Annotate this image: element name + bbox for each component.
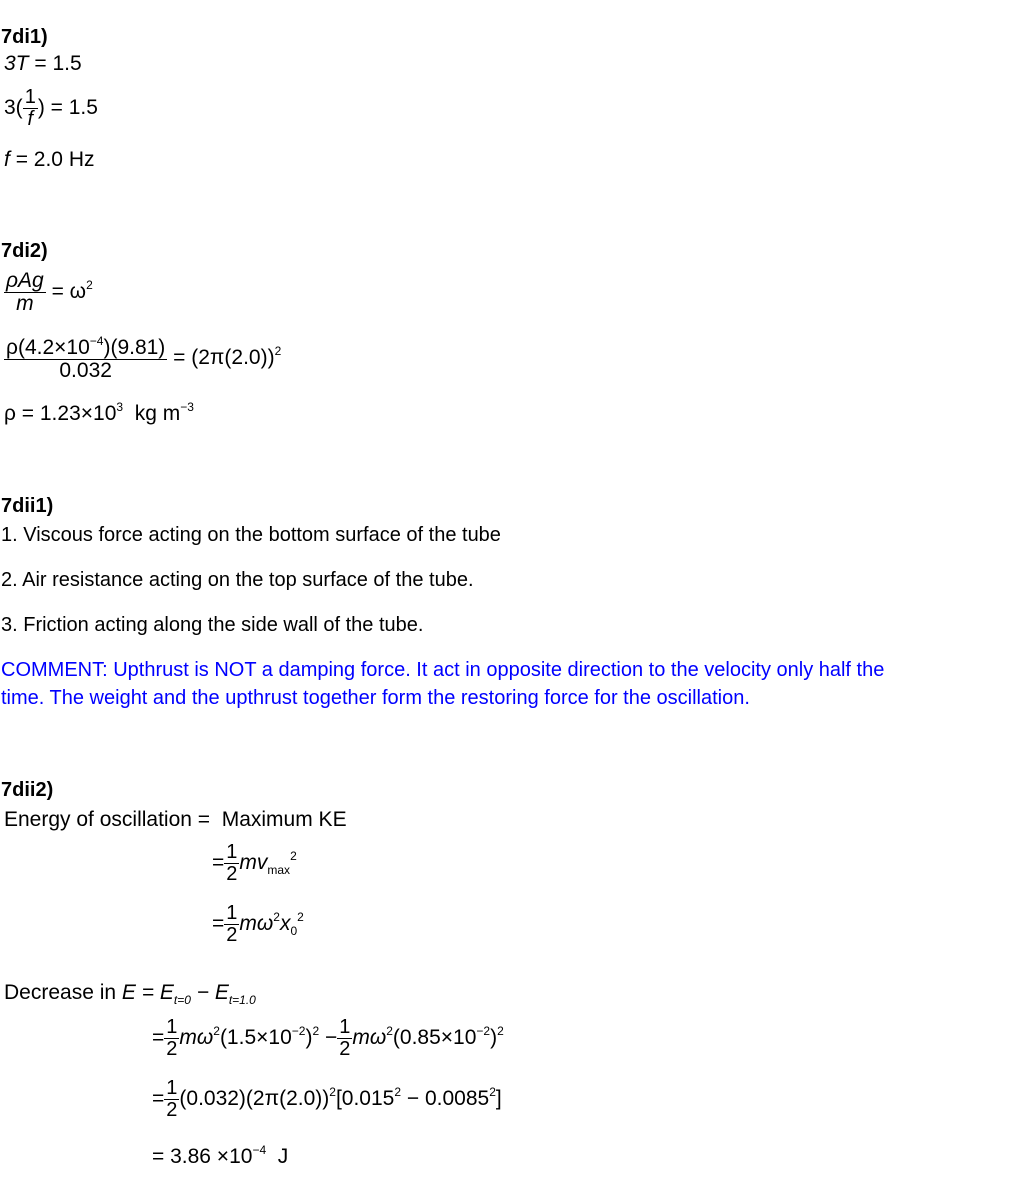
equation-frequency-fraction: 3( $\frac{1}{f}$ ) = 1.5 [4, 86, 98, 130]
heading-7dii1: 7dii1) [1, 495, 54, 517]
energy-of-oscillation: Energy of oscillation = Maximum KE [4, 808, 347, 831]
decrease-step-2: = $\frac{1}{2}$ $(0.032)(2\pi(2.0))^2[0.015^2 - 0.0085^2]$ [152, 1077, 502, 1121]
energy-omega-form: = $\frac{1}{2}$ $m\omega^2x_0^2$ [212, 902, 304, 946]
equation-frequency-result: f = 2.0 Hz [4, 148, 95, 171]
list-item: 1. Viscous force acting on the bottom surface of the tube [1, 524, 501, 546]
equation-density-result: $\rho = 1.23\times 10^3$ kg $m^{-3}$ [4, 400, 194, 425]
list-item: 2. Air resistance acting on the top surface of the tube. [1, 569, 474, 591]
decrease-result: = $3.86 \times 10^{-4}$ J [152, 1143, 289, 1168]
heading-7di2: 7di2) [1, 240, 48, 262]
energy-kinetic-form: = $\frac{1}{2}$ $mv_{max}^2$ [212, 841, 297, 885]
decrease-step-1: = $\frac{1}{2}$ $m\omega^2(1.5\times 10^{-2})^2$ − $\frac{1}{2}$ $m\omega^2(0.85\times 10^{-2})^2$ [152, 1016, 504, 1060]
equation-omega-squared: $\frac{\text{ρAg}}{m}$ = $\omega^2$ [6, 269, 93, 316]
equation-3T: 3T = 1.5 [4, 52, 82, 75]
equation-density-substitution: $\frac{\rho(4.2\times 10^{-4})(9.81)}{0.032}$ = $(2\pi(2.0))^2$ [6, 334, 282, 383]
comment-line: time. The weight and the upthrust together form the restoring force for the oscillation. [1, 687, 750, 709]
heading-7di1: 7di1) [1, 26, 48, 48]
comment-line: COMMENT: Upthrust is NOT a damping force. It act in opposite direction to the velocity only half the [1, 659, 885, 681]
decrease-in-energy: Decrease in $E = E_{t=0} - E_{t=1.0}$ [4, 981, 256, 1007]
list-item: 3. Friction acting along the side wall of the tube. [1, 614, 424, 636]
heading-7dii2: 7dii2) [1, 779, 54, 801]
